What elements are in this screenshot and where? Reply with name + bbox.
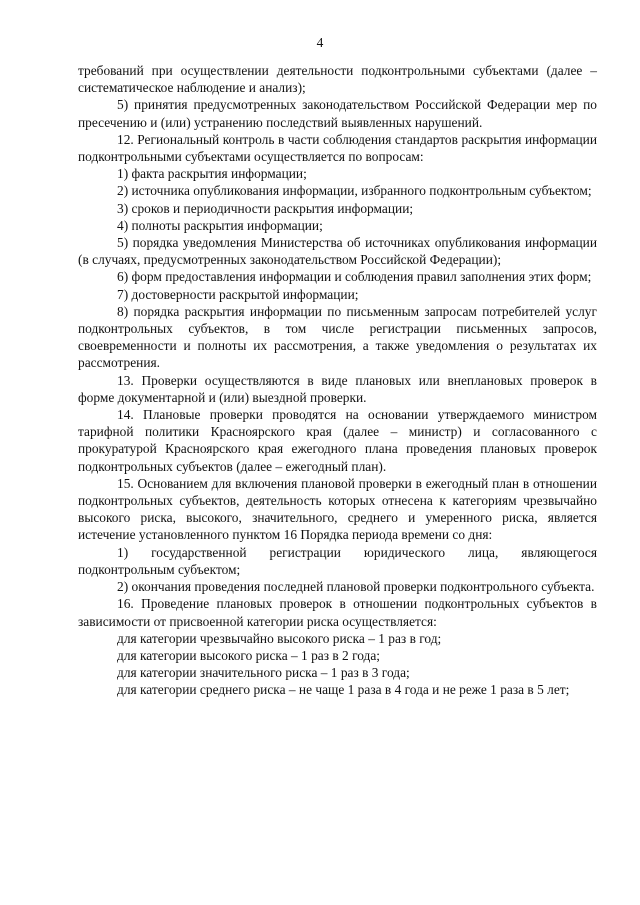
paragraph: 13. Проверки осуществляются в виде плановых или внеплановых проверок в форме документарной и (или) выездной проверки.	[78, 372, 597, 405]
paragraph: 14. Плановые проверки проводятся на основании утверждаемого министром тарифной политики Красноярского края (далее – министр) и согласованного с прокуратурой Красноярского края ежегодного плана проведения плановых проверок подконтрольных субъектов (далее – ежегодный план).	[78, 407, 597, 474]
paragraph: для категории чрезвычайно высокого риска – 1 раз в год;	[117, 630, 442, 646]
paragraph: 15. Основанием для включения плановой проверки в ежегодный план в отношении подконтрольных субъектов, деятельность которых отнесена к категориям чрезвычайно высокого риска, высокого, значительного, среднего и умеренного риска, является истечение установленного пунктом 16 Порядка периода времени со дня:	[78, 475, 597, 543]
paragraph: 7) достоверности раскрытой информации;	[117, 286, 359, 302]
paragraph: для категории высокого риска – 1 раз в 2 года;	[117, 647, 381, 663]
paragraph: 16. Проведение плановых проверок в отношении подконтрольных субъектов в зависимости от присвоенной категории риска осуществляется:	[78, 596, 597, 629]
document-body	[78, 62, 597, 699]
paragraph: 6) форм предоставления информации и соблюдения правил заполнения этих форм;	[117, 269, 592, 285]
paragraph: 4) полноты раскрытия информации;	[117, 217, 323, 233]
paragraph: 5) принятия предусмотренных законодательством Российской Федерации мер по пресечению и (или) устранению последствий выявленных нарушений.	[78, 97, 597, 130]
paragraph: для категории значительного риска – 1 раз в 3 года;	[117, 665, 410, 681]
paragraph: 3) сроков и периодичности раскрытия информации;	[117, 200, 414, 216]
paragraph: 8) порядка раскрытия информации по письменным запросам потребителей услуг подконтрольных субъектов, в том числе регистрации письменных запросов, своевременности и полноты их рассмотрения, а также уведомления о результатах их рассмотрения.	[78, 303, 597, 371]
paragraph: 12. Региональный контроль в части соблюдения стандартов раскрытия информации подконтрольными субъектами осуществляется по вопросам:	[78, 131, 597, 165]
paragraph: 2) источника опубликования информации, избранного подконтрольным субъектом;	[117, 183, 592, 199]
paragraph: 1) факта раскрытия информации;	[117, 166, 307, 182]
paragraph: для категории среднего риска – не чаще 1 раза в 4 года и не реже 1 раза в 5 лет;	[117, 682, 570, 698]
paragraph: 1) государственной регистрации юридического лица, являющегося подконтрольным субъектом;	[78, 544, 597, 577]
page-number: 4	[316, 35, 324, 50]
paragraph: 5) порядка уведомления Министерства об источниках опубликования информации (в случаях, предусмотренных законодательством Российской Федерации);	[78, 235, 597, 268]
paragraph: требований при осуществлении деятельности подконтрольными субъектами (далее – систематическое наблюдение и анализ);	[78, 63, 597, 96]
paragraph: 2) окончания проведения последней плановой проверки подконтрольного субъекта.	[117, 579, 595, 595]
